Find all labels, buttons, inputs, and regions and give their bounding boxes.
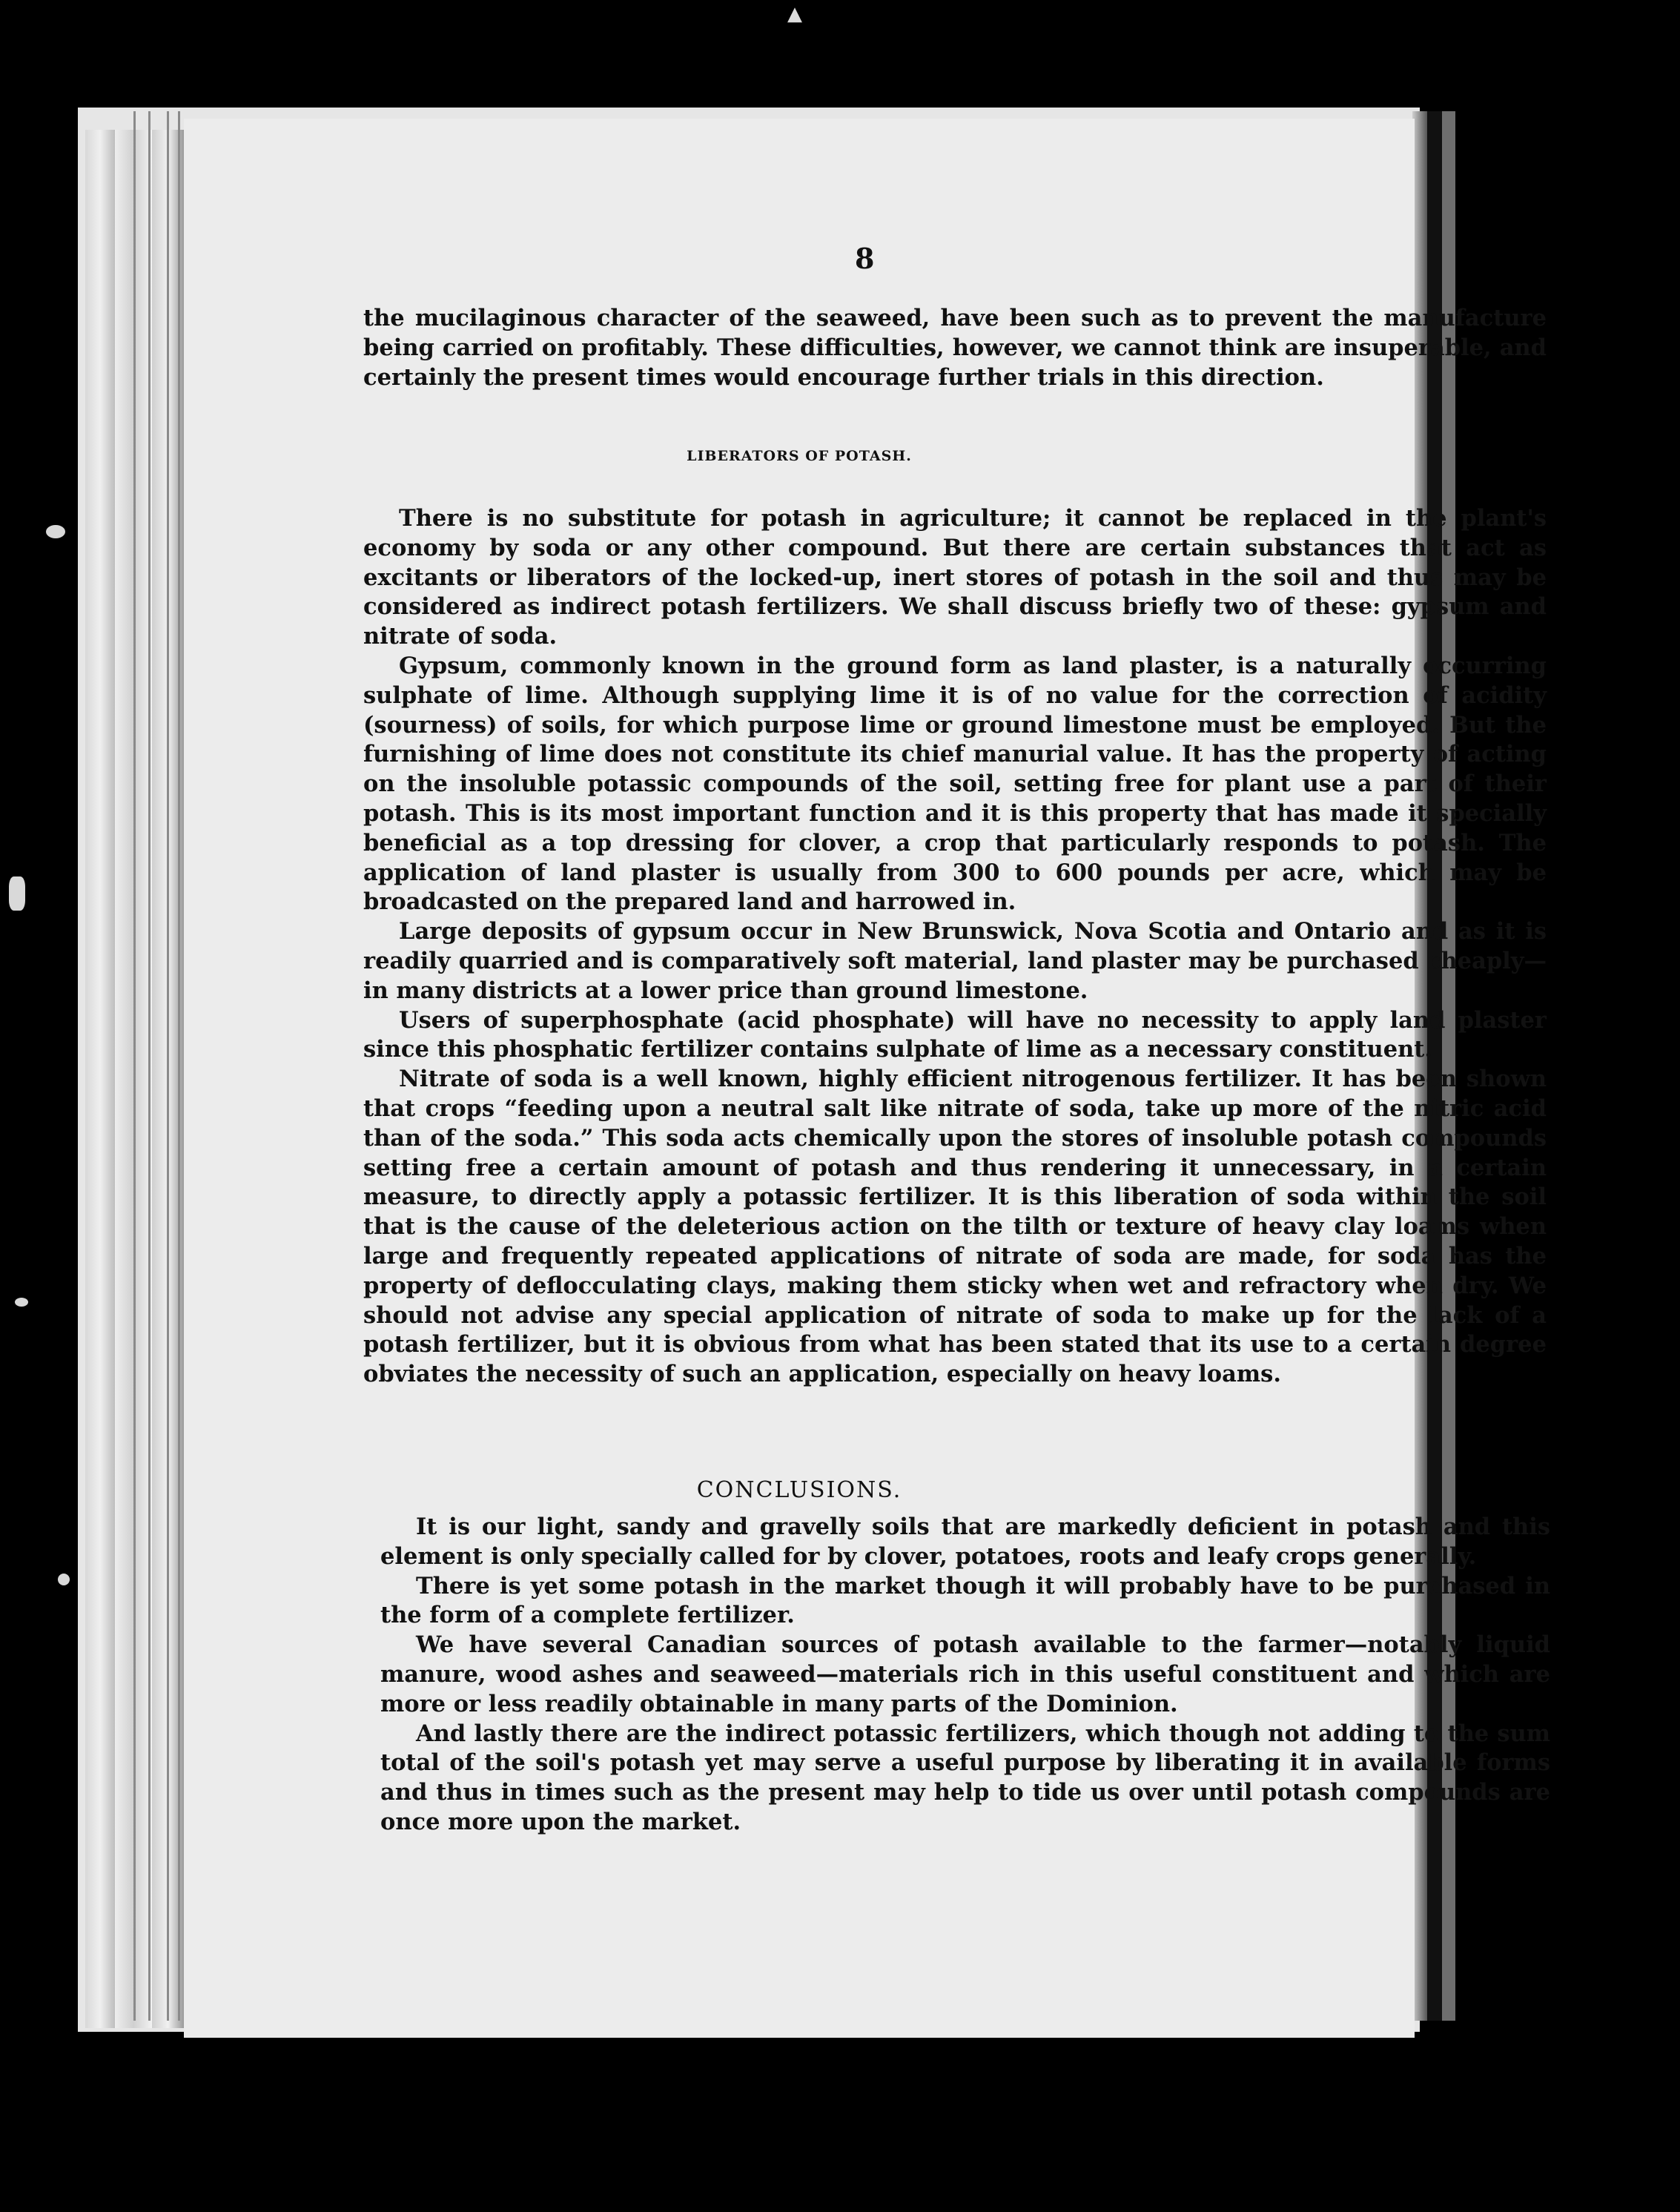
document-page: [184, 119, 1550, 2038]
paragraph: Users of superphosphate (acid phosphate) will have no necessity to apply land plaster since this phosphatic fertilizer contains sulphate of lime as a necessary constituent.: [363, 1006, 1547, 1063]
paragraph: There is yet some potash in the market though it will probably have to be purchased in the form of a complete fertilizer.: [380, 1572, 1550, 1629]
paragraph: It is our light, sandy and gravelly soils that are markedly deficient in potash and this element is only specially called for by clover, potatoes, roots and leafy crops generally.: [380, 1513, 1550, 1570]
film-speck: [58, 1574, 70, 1585]
paragraph: And lastly there are the indirect potassic fertilizers, which though not adding to the sum total of the soil's potash yet may serve a useful purpose by liberating it in available forms and thus in times such as the present may help to tide us over until potash compounds are once more upon the market.: [380, 1720, 1550, 1835]
page-stack-edge: [167, 111, 169, 2021]
section-heading-liberators: LIBERATORS OF POTASH.: [687, 448, 912, 464]
page-stack-shade: [85, 130, 115, 2028]
paragraph: the mucilaginous character of the seaweed, have been such as to prevent the manufacture being carried on profitably. These difficulties, however, we cannot think are insuperable, and certainly the present times would encourage further trials in this direction.: [363, 305, 1547, 391]
film-mark-icon: ▲: [787, 3, 802, 25]
section-heading-conclusions: CONCLUSIONS.: [696, 1477, 902, 1503]
page-stack-edge: [148, 111, 151, 2021]
paragraph: There is no substitute for potash in agriculture; it cannot be replaced in the plant's economy by soda or any other compound. But there are certain substances that act as excitants or liberators of the locked-up, inert stores of potash in the soil and thus may be considered as indirect potash fertilizers. We shall discuss briefly two of these: gypsum and nitrate of soda.: [363, 505, 1547, 650]
paragraph: Nitrate of soda is a well known, highly efficient nitrogenous fertilizer. It has been shown that crops “feeding upon a neutral salt like nitrate of soda, take up more of the nitric acid than of the soda.” This soda acts chemically upon the stores of insoluble potash compounds setting free a certain amount of potash and thus rendering it unnecessary, in a certain measure, to directly apply a potassic fertilizer. It is this liberation of soda within the soil that is the cause of the deleterious action on the tilth or texture of heavy clay loams when large and frequently repeated applications of nitrate of soda are made, for soda has the property of deflocculating clays, making them sticky when wet and refractory when dry. We should not advise any special application of nitrate of soda to make up for the lack of a potash fertilizer, but it is obvious from what has been stated that its use to a certain degree obviates the necessity of such an application, especially on heavy loams.: [363, 1066, 1547, 1388]
opening-text: [363, 304, 1547, 392]
paragraph: We have several Canadian sources of potash available to the farmer—notably liquid manure, wood ashes and seaweed—materials rich in this useful constituent and which are more or less readily obtainable in many parts of the Dominion.: [380, 1631, 1550, 1717]
film-speck: [46, 525, 65, 538]
page-stack-edge: [133, 111, 136, 2021]
film-speck: [9, 876, 25, 911]
paragraph: Gypsum, commonly known in the ground form as land plaster, is a naturally occurring sulphate of lime. Although supplying lime it is of no value for the correction of acidity (sourness) of soils, for which purpose lime or ground limestone must be employed. But the furnishing of lime does not constitute its chief manurial value. It has the property of acting on the insoluble potassic compounds of the soil, setting free for plant use a part of their potash. This is its most important function and it is this property that has made it specially beneficial as a top dressing for clover, a crop that particularly responds to potash. The application of land plaster is usually from 300 to 600 pounds per acre, which may be broadcasted on the prepared land and harrowed in.: [363, 652, 1547, 916]
section-body-conclusions: [380, 1513, 1550, 1838]
page-stack-edge: [178, 111, 180, 2021]
section-body-liberators: [363, 504, 1547, 1390]
paragraph: Large deposits of gypsum occur in New Brunswick, Nova Scotia and Ontario and as it is readily quarried and is comparatively soft material, land plaster may be purchased cheaply—in many districts at a lower price than ground limestone.: [363, 918, 1547, 1004]
page-number: 8: [855, 242, 875, 275]
film-speck: [15, 1298, 28, 1307]
